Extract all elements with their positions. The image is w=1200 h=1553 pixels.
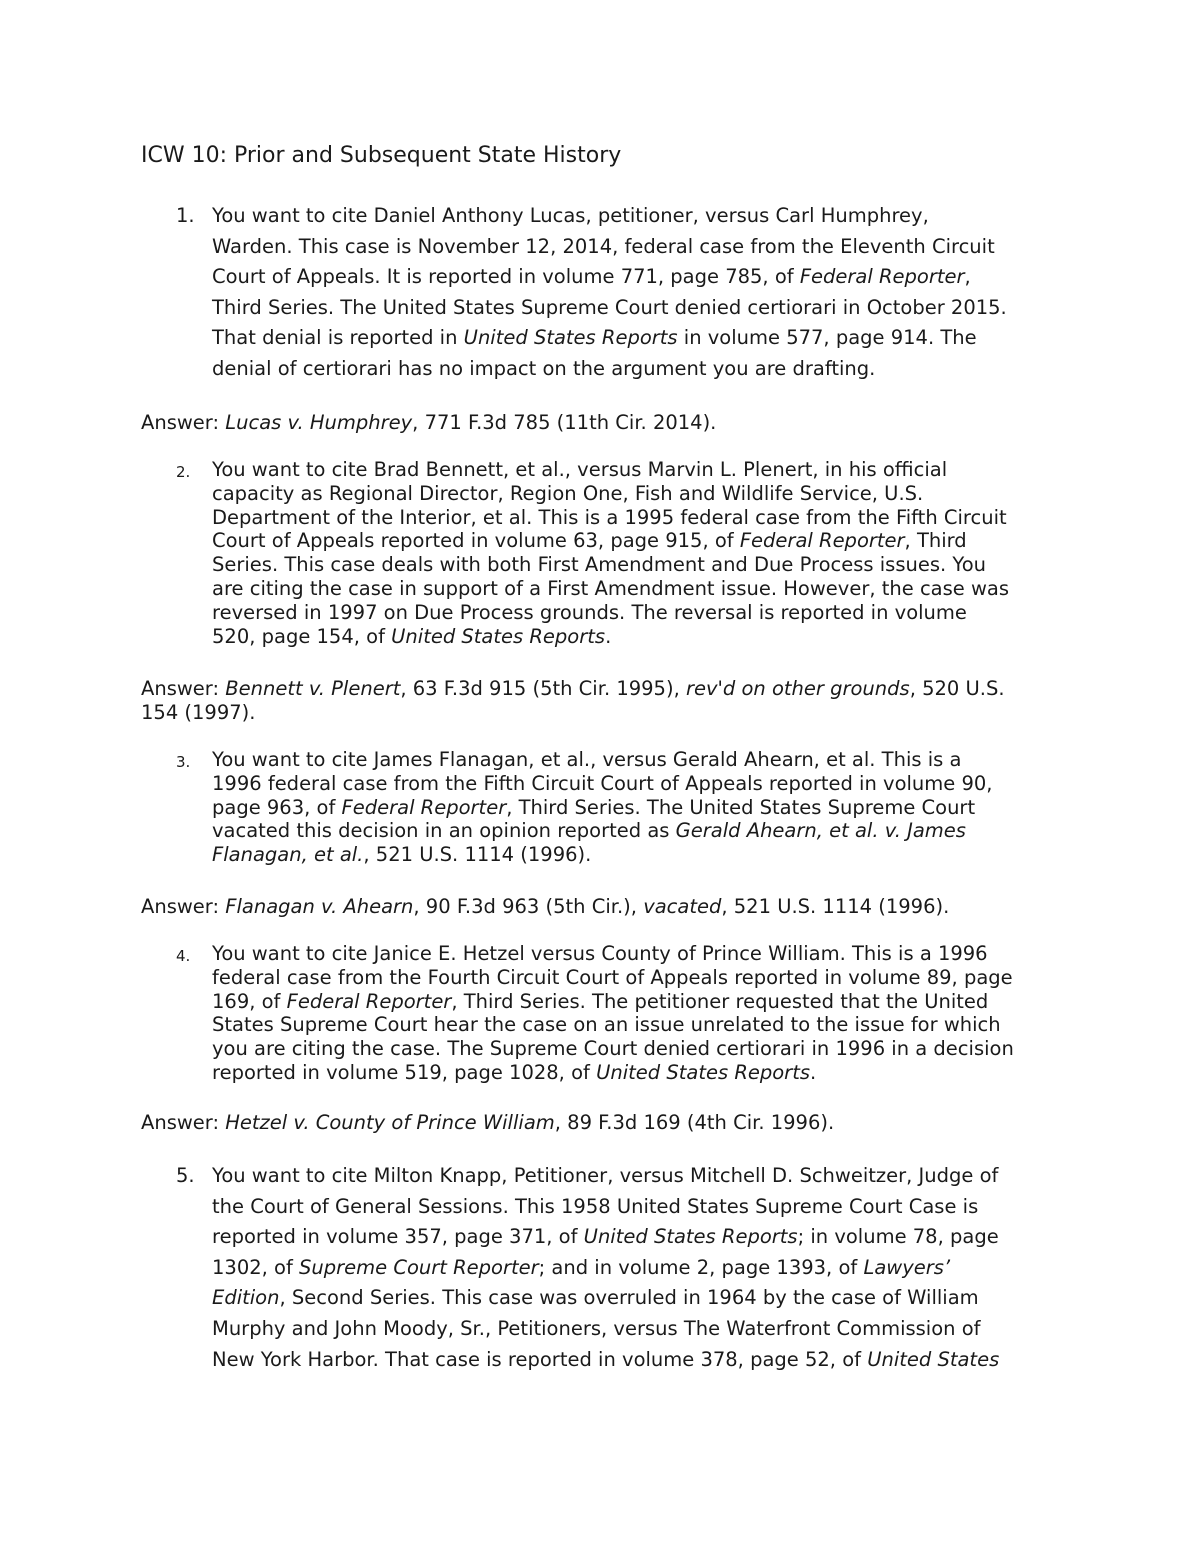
text-line — [212, 529, 1082, 553]
text-run: 169, of — [212, 989, 287, 1013]
answer-2 — [141, 677, 1081, 725]
text-line — [212, 1192, 1082, 1223]
text-line — [212, 819, 1082, 843]
italic-text: rev'd on other grounds — [685, 677, 910, 700]
text-line — [212, 748, 1082, 772]
answer-3 — [141, 895, 1081, 919]
text-line — [212, 1037, 1082, 1061]
question-text — [212, 748, 1082, 867]
text-line — [212, 1161, 1082, 1192]
text-run: vacated this decision in an opinion reported as — [212, 819, 676, 843]
italic-text: Federal Reporter — [739, 529, 905, 553]
text-line — [212, 990, 1082, 1014]
text-run: , 63 F.3d 915 (5th Cir. 1995), — [400, 677, 686, 700]
italic-text: Federal Reporter — [286, 989, 452, 1013]
text-run: Department of the Interior, et al. This is a 1995 federal case from the Fifth Circuit — [212, 505, 1007, 529]
text-run: , 520 U.S. — [909, 677, 1005, 700]
question-number: 1. — [176, 204, 195, 227]
text-run: Third Series. The United States Supreme Court denied certiorari in October 2015. — [212, 295, 1007, 319]
text-run: Warden. This case is November 12, 2014, federal case from the Eleventh Circuit — [212, 234, 995, 258]
text-line — [212, 601, 1082, 625]
question-text — [212, 458, 1082, 648]
text-run: , Third — [904, 529, 967, 553]
text-run: , Second Series. This case was overruled in 1964 by the case of William — [279, 1286, 979, 1310]
text-line — [212, 553, 1082, 577]
text-line — [141, 411, 1081, 435]
text-run: reversed in 1997 on Due Process grounds. The reversal is reported in volume — [212, 600, 967, 624]
text-run: Murphy and John Moody, Sr., Petitioners, versus The Waterfront Commission of — [212, 1316, 981, 1340]
text-line — [212, 201, 1082, 232]
italic-text: Lawyers’ — [863, 1255, 951, 1279]
text-line — [141, 677, 1081, 701]
text-line — [212, 1061, 1082, 1085]
text-run: You want to cite Janice E. Hetzel versus County of Prince William. This is a 1996 — [212, 942, 988, 965]
text-run: reported in volume 519, page 1028, of — [212, 1060, 597, 1084]
text-run: , Third Series. The United States Supreme Court — [506, 795, 976, 819]
question-number: 2. — [176, 463, 191, 481]
question-text — [212, 942, 1082, 1085]
italic-text: United States Reports — [596, 1060, 810, 1084]
text-line — [212, 506, 1082, 530]
italic-text: Federal Reporter — [341, 795, 507, 819]
italic-text: Hetzel v. County of Prince William — [225, 1111, 555, 1134]
text-line — [212, 966, 1082, 990]
text-run: . — [810, 1060, 817, 1084]
text-run: , 89 F.3d 169 (4th Cir. 1996). — [554, 1111, 835, 1134]
text-line — [212, 772, 1082, 796]
text-run: , 521 U.S. 1114 (1996). — [363, 843, 592, 867]
text-line — [212, 293, 1082, 324]
text-run: That denial is reported in — [212, 326, 464, 350]
text-run: capacity as Regional Director, Region One, Fish and Wildlife Service, U.S. — [212, 481, 924, 505]
italic-text: Flanagan, et al. — [212, 843, 364, 867]
question-number: 5. — [176, 1164, 195, 1187]
italic-text: Edition — [212, 1286, 280, 1310]
text-line — [212, 1013, 1082, 1037]
answer-4 — [141, 1111, 1081, 1135]
text-run: Court of Appeals reported in volume 63, page 915, of — [212, 529, 740, 553]
italic-text: Bennett v. Plenert — [225, 677, 401, 700]
text-run: you are citing the case. The Supreme Court denied certiorari in 1996 in a decision — [212, 1037, 1014, 1061]
text-line — [212, 796, 1082, 820]
text-run: You want to cite Daniel Anthony Lucas, petitioner, versus Carl Humphrey, — [212, 204, 929, 227]
text-run: 1996 federal case from the Fifth Circuit Court of Appeals reported in volume 90, — [212, 771, 993, 795]
text-run: You want to cite Milton Knapp, Petitioner, versus Mitchell D. Schweitzer, Judge of — [212, 1164, 999, 1187]
text-run: . — [605, 624, 612, 648]
text-run: denial of certiorari has no impact on the argument you are drafting. — [212, 356, 876, 380]
page-title: ICW 10: Prior and Subsequent State History — [141, 143, 622, 168]
text-line — [141, 895, 1081, 919]
text-run: 154 (1997). — [141, 700, 256, 724]
text-line — [212, 1345, 1082, 1376]
text-run: ; in volume 78, page — [797, 1225, 999, 1249]
question-text — [212, 1161, 1082, 1375]
text-run: page 963, of — [212, 795, 342, 819]
text-line — [212, 625, 1082, 649]
text-run: 520, page 154, of — [212, 624, 392, 648]
text-line — [212, 458, 1082, 482]
text-line — [212, 942, 1082, 966]
text-run: are citing the case in support of a First Amendment issue. However, the case was — [212, 576, 1010, 600]
text-line — [212, 482, 1082, 506]
text-run: You want to cite Brad Bennett, et al., versus Marvin L. Plenert, in his official — [212, 458, 948, 481]
text-line — [212, 577, 1082, 601]
text-run: You want to cite James Flanagan, et al., versus Gerald Ahearn, et al. This is a — [212, 748, 962, 771]
text-line — [212, 262, 1082, 293]
text-line — [212, 1222, 1082, 1253]
italic-text: Gerald Ahearn, et al. v. James — [675, 819, 966, 843]
text-run: Series. This case deals with both First Amendment and Due Process issues. You — [212, 553, 987, 577]
text-run: , 771 F.3d 785 (11th Cir. 2014). — [412, 411, 717, 434]
answer-1 — [141, 411, 1081, 435]
text-line — [212, 1253, 1082, 1284]
text-line — [212, 354, 1082, 385]
text-run: reported in volume 357, page 371, of — [212, 1225, 584, 1249]
text-run: Answer: — [141, 1111, 226, 1134]
text-line — [212, 843, 1082, 867]
italic-text: United States Reports — [463, 326, 678, 350]
text-run: 1302, of — [212, 1255, 300, 1279]
text-run: in volume 577, page 914. The — [677, 326, 977, 350]
italic-text: Lucas v. Humphrey — [225, 411, 413, 434]
italic-text: Federal Reporter — [799, 265, 965, 289]
text-line — [141, 1111, 1081, 1135]
text-run: Answer: — [141, 411, 226, 434]
text-run: , 90 F.3d 963 (5th Cir.), — [413, 895, 644, 918]
text-run: States Supreme Court hear the case on an issue unrelated to the issue for which — [212, 1013, 1001, 1037]
text-run: the Court of General Sessions. This 1958 United States Supreme Court Case is — [212, 1194, 979, 1218]
text-line — [212, 232, 1082, 263]
text-run: federal case from the Fourth Circuit Court of Appeals reported in volume 89, page — [212, 965, 1013, 989]
question-number: 3. — [176, 753, 191, 771]
text-line — [212, 1283, 1082, 1314]
italic-text: United States Reports — [583, 1225, 798, 1249]
question-text — [212, 201, 1082, 385]
text-run: , — [964, 265, 971, 289]
italic-text: United States — [867, 1347, 1000, 1371]
italic-text: Flanagan v. Ahearn — [225, 895, 414, 918]
text-run: Court of Appeals. It is reported in volume 771, page 785, of — [212, 265, 800, 289]
text-run: Answer: — [141, 895, 226, 918]
text-line — [212, 1314, 1082, 1345]
question-number: 4. — [176, 947, 191, 965]
italic-text: vacated — [643, 895, 722, 918]
text-run: Answer: — [141, 677, 226, 700]
italic-text: Supreme Court Reporter — [299, 1255, 539, 1279]
text-run: , Third Series. The petitioner requested that the United — [451, 989, 989, 1013]
italic-text: United States Reports — [391, 624, 606, 648]
text-run: , 521 U.S. 1114 (1996). — [721, 895, 950, 918]
text-line — [212, 323, 1082, 354]
text-run: ; and in volume 2, page 1393, of — [538, 1255, 864, 1279]
text-line — [141, 701, 1081, 725]
text-run: New York Harbor. That case is reported in volume 378, page 52, of — [212, 1347, 868, 1371]
